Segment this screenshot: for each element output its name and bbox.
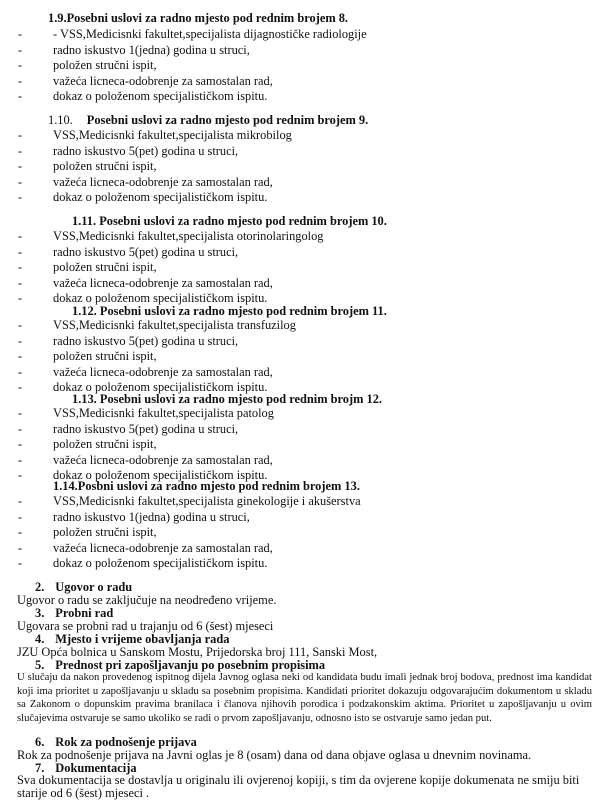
section-text: U slučaju da nakon provedenog ispitnog dijela Javnog oglasa neki od kandidata budu imali jednak broj bodova, prednost ima kandidat koji ima prioritet u zapošljavanju u skladu sa posebnim propisima. Kandidati prioritet dokazuju odgovarajućim dokumentom u skladu sa Zakonom o dopunskim pravima branilaca i članova njihovih porodica i podzakonskim aktima. Prioritet u zapošljavanju u ovim slučajevima ostvaruje se samo ukoliko se radi o prvom zapošljavanju, odnosno isto se ostvaruje samo jedan put. [17,672,592,725]
section-heading: 3. Probni rad [35,606,114,620]
section-heading: 4. Mjesto i vrijeme obavljanja rada [35,632,230,646]
section-text: JZU Opća bolnica u Sanskom Mostu, Prijedorska broj 111, Sanski Most, [17,645,378,659]
section-heading: 6. Rok za podnošenje prijava [35,735,197,749]
block-heading: 1.10. Posebni uslovi za radno mjesto pod rednim brojem 9. [48,113,369,127]
section-text: Ugovor o radu se zaključuje na neodređeno vrijeme. [17,593,277,607]
block-heading: 1.12. Posebni uslovi za radno mjesto pod rednim brojem 11. [72,304,387,318]
section-heading: 5. Prednost pri zapošljavanju po posebnim propisima [35,658,326,672]
block-heading: 1.11. Posebni uslovi za radno mjesto pod rednim brojem 10. [72,214,387,228]
block-heading: 1.13. Posebni uslovi za radno mjesto pod rednim brojm 12. [72,392,383,406]
section-heading: 7. Dokumentacija [35,761,137,775]
section-text: Rok za podnošenje prijava na Javni oglas je 8 (osam) dana od dana objave oglasa u dnevnim novinama. [17,748,532,762]
document-page: 1.9.Posebni uslovi za radno mjesto pod rednim brojem 8. - - VSS,Medicisnki fakultet,specijalista dijagnostičke radiologije - radno iskustvo 1(jedna) godina u struci, - položen stručni ispit, - važeća licneca-odobrenje za samostalan rad, - dokaz o položenom specijalističkom ispitu. 1.10. Posebni uslovi za radno mjesto pod rednim brojem 9. - VSS,Medicisnki fakultet,specijalista mikrobilog - radno iskustvo 5(pet) godina u struci, - položen stručni ispit, - važeća licneca-odobrenje za samostalan rad, - dokaz o položenom specijalističkom ispitu. 1.11. Posebni uslovi za radno mjesto pod rednim brojem 10. - VSS,Medicisnki fakultet,specijalista otorinolaringolog - radno iskustvo 5(pet) godina u struci, - položen stručni ispit, - važeća licneca-odobrenje za samostalan rad, - dokaz o položenom specijalističkom ispitu. 1.12. Posebni uslovi za radno mjesto pod rednim brojem 11. - VSS,Medicisnki fakultet,specijalista transfuzilog - radno iskustvo 5(pet) godina u struci, - položen stručni ispit, - važeća licneca-odobrenje za samostalan rad, - dokaz o položenom specijalističkom ispitu. 1.13. Posebni uslovi za radno mjesto pod rednim brojm 12. - VSS,Medicisnki fakultet,specijalista patolog - radno iskustvo 5(pet) godina u struci, - položen stručni ispit, - važeća licneca-odobrenje za samostalan rad, - dokaz o položenom specijalističkom ispitu. 1.14.Posbni uslovi za radno mjesto pod rednim brojem 13. - VSS,Medicisnki fakultet,specijalista ginekologije i akušerstva - radno iskustvo 1(jedna) godina u struci, - položen stručni ispit, - važeća licneca-odobrenje za samostalan rad, - dokaz o položenom specijalističkom ispitu. 2. Ugovor o radu Ugovor o radu se zaključuje na neodređeno vrijeme. 3. Probni rad Ugovara se probni rad u trajanju od 6 (šest) mjeseci 4. Mjesto i vrijeme obavljanja rada JZU Opća bolnica u Sanskom Mostu, Prijedorska broj 111, Sanski Most, 5. Prednost pri zapošljavanju po posebnim propisima U slučaju da nakon provedenog ispitnog dijela Javnog oglasa neki od kandidata budu imali jednak broj bodova, prednost ima kandidat koji ima prioritet u zapošljavanju u skladu sa posebnim propisima. Kandidati prioritet dokazuju odgovarajućim dokumentom u skladu sa Zakonom o dopunskim pravima branilaca i članova njihovih porodica i podzakonskim aktima. Prioritet u zapošljavanju u ovim slučajevima ostvaruje se samo ukoliko se radi o prvom zapošljavanju, odnosno isto se ostvaruje samo jedan put. 6. Rok za podnošenje prijava Rok za podnošenje prijava na Javni oglas je 8 (osam) dana od dana objave oglasa u dnevnim novinama. 7. Dokumentacija Sva dokumentacija se dostavlja u originalu ili ovjerenoj kopiji, s tim da ovjerene kopije dokumenata ne smiju biti starije od 6 (šest) mjeseci . [17,11,592,800]
section-text: Ugovara se probni rad u trajanju od 6 (šest) mjeseci [17,619,274,633]
section-text: Sva dokumentacija se dostavlja u originalu ili ovjerenoj kopiji, s tim da ovjerene kopije dokumenata ne smiju biti starije od 6 (šest) mjeseci . [17,773,580,800]
block-heading: 1.9.Posebni uslovi za radno mjesto pod rednim brojem 8. [48,11,349,25]
block-heading: 1.14.Posbni uslovi za radno mjesto pod rednim brojem 13. [53,479,360,493]
section-heading: 2. Ugovor o radu [35,580,133,594]
